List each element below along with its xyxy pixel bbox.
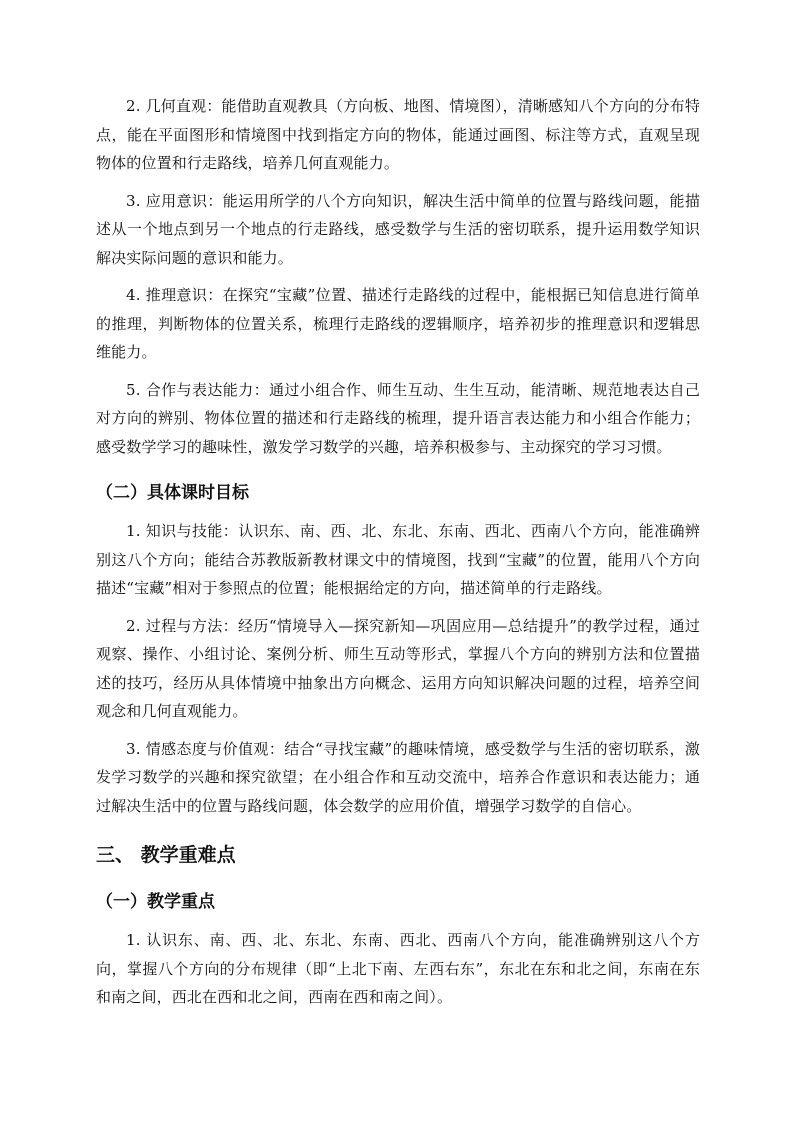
paragraph-reasoning-awareness: 4. 推理意识：在探究“宝藏”位置、描述行走路线的过程中，能根据已知信息进行简单的推理，判断物体的位置关系，梳理行走路线的逻辑顺序，培养初步的推理意识和逻辑思维能力。 [96, 286, 700, 361]
document-page [96, 92, 700, 1021]
paragraph-key-point-1: 1. 认识东、南、西、北、东北、东南、西北、西南八个方向，能准确辨别这八个方向，掌握八个方向的分布规律（即“上北下南、左西右东”，东北在东和北之间，东南在东和南之间，西北在西和北之间，西南在西和南之间）。 [96, 931, 700, 1006]
paragraph-application-awareness: 3. 应用意识：能运用所学的八个方向知识，解决生活中简单的位置与路线问题，能描述从一个地点到另一个地点的行走路线，感受数学与生活的密切联系，提升运用数学知识解决实际问题的意识和能力。 [96, 191, 700, 267]
heading-teaching-key-difficult-points: 三、 教学重难点 [96, 844, 236, 866]
paragraph-knowledge-skills: 1. 知识与技能：认识东、南、西、北、东北、东南、西北、西南八个方向，能准确辨别这八个方向；能结合苏教版新教材课文中的情境图，找到“宝藏”的位置，能用八个方向描述“宝藏”相对于参照点的位置；能根据给定的方向，描述简单的行走路线。 [96, 522, 700, 597]
paragraph-cooperation-expression: 5. 合作与表达能力：通过小组合作、师生互动、生生互动，能清晰、规范地表达自己对方向的辨别、物体位置的描述和行走路线的梳理，提升语言表达能力和小组合作能力；感受数学学习的趣味性，激发学习数学的兴趣，培养积极参与、主动探究的学习习惯。 [96, 380, 700, 456]
paragraph-process-methods: 2. 过程与方法：经历“情境导入—探究新知—巩固应用—总结提升”的教学过程，通过观察、操作、小组讨论、案例分析、师生互动等形式，掌握八个方向的辨别方法和位置描述的技巧，经历从具体情境中抽象出方向概念、运用方向知识解决问题的过程，培养空间观念和几何直观能力。 [96, 616, 700, 720]
heading-specific-lesson-goals: （二）具体课时目标 [96, 483, 249, 503]
heading-teaching-key-points: （一）教学重点 [96, 892, 215, 912]
paragraph-geometric-intuition: 2. 几何直观：能借助直观教具（方向板、地图、情境图），清晰感知八个方向的分布特点，能在平面图形和情境图中找到指定方向的物体，能通过画图、标注等方式，直观呈现物体的位置和行走路线，培养几何直观能力。 [96, 97, 700, 172]
paragraph-emotion-values: 3. 情感态度与价值观：结合“寻找宝藏”的趣味情境，感受数学与生活的密切联系，激发学习数学的兴趣和探究欲望；在小组合作和互动交流中，培养合作意识和表达能力；通过解决生活中的位置与路线问题，体会数学的应用价值，增强学习数学的自信心。 [96, 739, 700, 815]
